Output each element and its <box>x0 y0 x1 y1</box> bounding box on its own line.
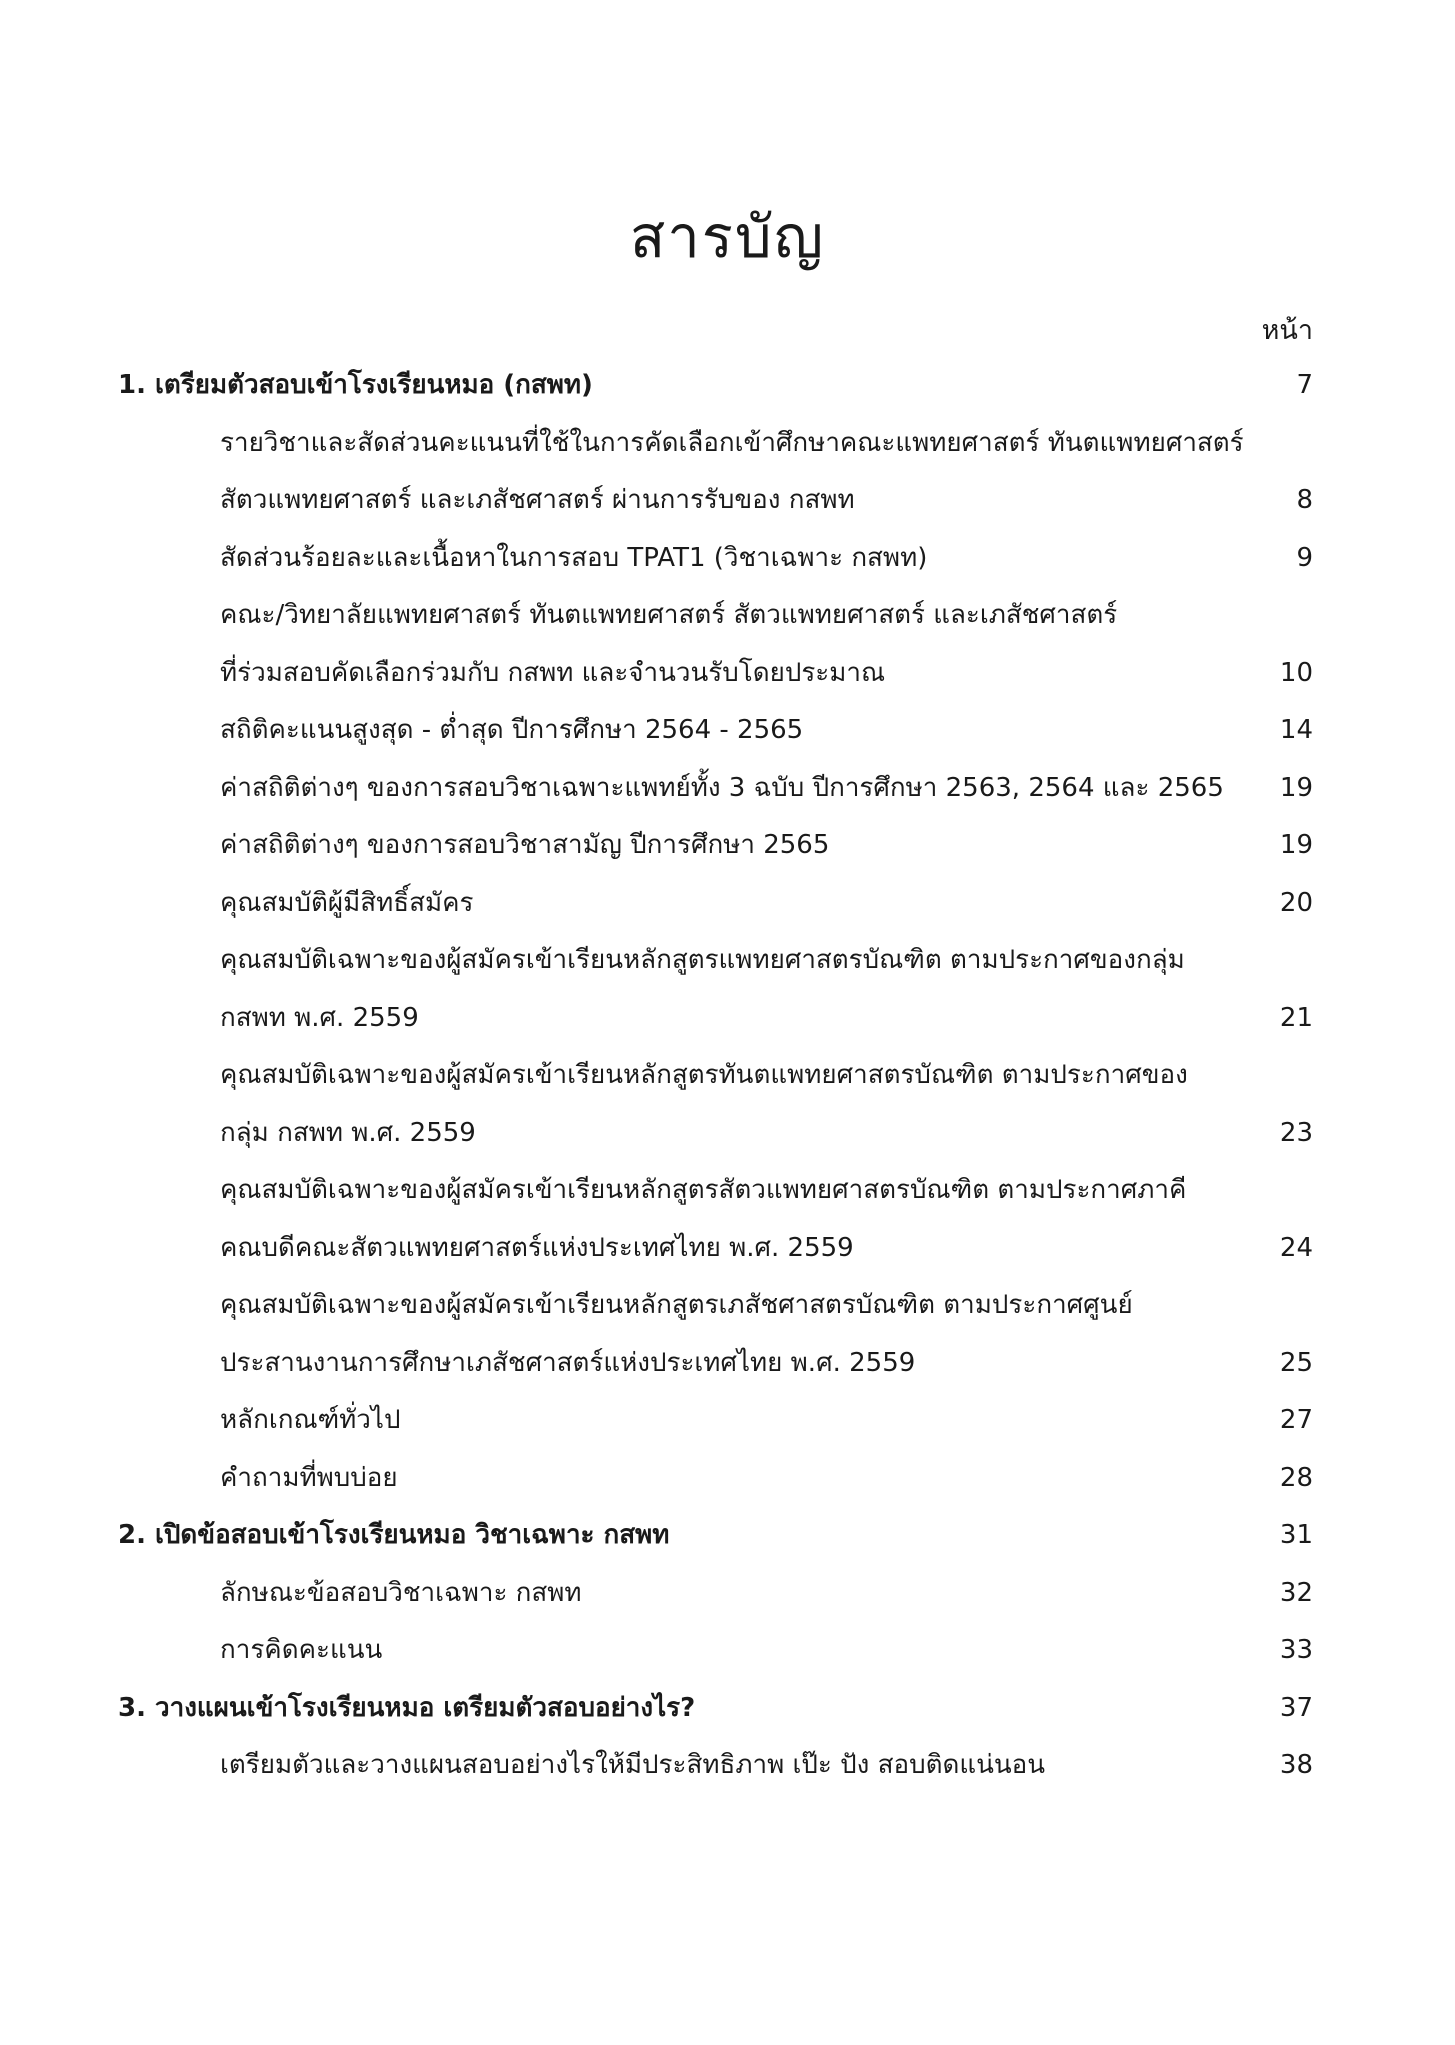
toc-section-title: คณบดีคณะสัตวแพทยศาสตร์แห่งประเทศไทย พ.ศ. 2559 <box>220 1232 854 1263</box>
toc-row <box>0 653 1455 693</box>
toc-section-title: กสพท พ.ศ. 2559 <box>220 1002 419 1033</box>
dot-leader <box>841 825 1223 865</box>
toc-row <box>0 825 1455 865</box>
toc-section-title: คุณสมบัติเฉพาะของผู้สมัครเข้าเรียนหลักสูตรเภสัชศาสตรบัณฑิต ตามประกาศศูนย์ <box>220 1290 1133 1320</box>
toc-row <box>0 480 1455 520</box>
toc-page-number: 23 <box>1279 1117 1313 1148</box>
toc-page-number: 27 <box>1279 1405 1313 1435</box>
toc-section-title: คุณสมบัติผู้มีสิทธิ์สมัคร <box>220 887 474 918</box>
toc-page-number: 25 <box>1279 1347 1313 1378</box>
toc-row <box>0 710 1455 750</box>
page-title: สารบัญ <box>629 203 826 271</box>
toc-page-number: 31 <box>1279 1520 1313 1550</box>
dot-leader <box>897 653 1223 693</box>
toc-row <box>0 1458 1455 1498</box>
toc-row <box>0 1285 1455 1325</box>
toc-row <box>0 423 1455 463</box>
toc-page-number: 21 <box>1279 1002 1313 1033</box>
toc-section-title: การคิดคะแนน <box>220 1635 383 1665</box>
toc-row <box>0 538 1455 578</box>
toc-section-title: สถิติคะแนนสูงสุด - ต่ำสุด ปีการศึกษา 2564 - 2565 <box>220 715 804 745</box>
dot-leader <box>867 480 1223 520</box>
toc-page-number: 37 <box>1279 1692 1313 1723</box>
toc-row <box>0 768 1455 808</box>
dot-leader <box>707 1688 1223 1728</box>
dot-leader <box>815 710 1223 750</box>
dot-leader <box>412 1400 1223 1440</box>
toc-row <box>0 883 1455 923</box>
toc-row <box>0 1515 1455 1555</box>
toc-chapter-title: 3. วางแผนเข้าโรงเรียนหมอ เตรียมตัวสอบอย่างไร? <box>118 1692 696 1723</box>
toc-page-number: 24 <box>1279 1232 1313 1263</box>
dot-leader <box>605 365 1223 405</box>
dot-leader <box>1057 1745 1223 1785</box>
toc-section-title: คณะ/วิทยาลัยแพทยศาสตร์ ทันตแพทยศาสตร์ สัตวแพทยศาสตร์ และเภสัชศาสตร์ <box>220 600 1118 630</box>
toc-section-title: สัตวแพทยศาสตร์ และเภสัชศาสตร์ ผ่านการรับของ กสพท <box>220 485 855 515</box>
toc-section-title: สัดส่วนร้อยละและเนื้อหาในการสอบ TPAT1 (วิชาเฉพาะ กสพท) <box>220 542 928 573</box>
page-column-label: หน้า <box>1261 315 1313 346</box>
toc-section-title: ที่ร่วมสอบคัดเลือกร่วมกับ กสพท และจำนวนรับโดยประมาณ <box>220 657 886 688</box>
toc-row <box>0 1573 1455 1613</box>
toc-row <box>0 1170 1455 1210</box>
toc-section-title: ค่าสถิติต่างๆ ของการสอบวิชาสามัญ ปีการศึกษา 2565 <box>220 830 830 860</box>
toc-section-title: กลุ่ม กสพท พ.ศ. 2559 <box>220 1117 476 1148</box>
dot-leader <box>866 1228 1223 1268</box>
dot-leader <box>681 1515 1223 1555</box>
toc-section-title: รายวิชาและสัดส่วนคะแนนที่ใช้ในการคัดเลือกเข้าศึกษาคณะแพทยศาสตร์ ทันตแพทยศาสตร์ <box>220 427 1244 458</box>
dot-leader <box>939 538 1223 578</box>
toc-section-title: คำถามที่พบบ่อย <box>220 1462 398 1493</box>
toc-chapter-title: 1. เตรียมตัวสอบเข้าโรงเรียนหมอ (กสพท) <box>118 370 593 400</box>
toc-page-number: 7 <box>1296 370 1313 400</box>
toc-row <box>0 940 1455 980</box>
dot-leader <box>410 1458 1223 1498</box>
dot-leader <box>431 998 1223 1038</box>
toc-section-title: ค่าสถิติต่างๆ ของการสอบวิชาเฉพาะแพทย์ทั้ง 3 ฉบับ ปีการศึกษา 2563, 2564 และ 2565 <box>220 772 1224 803</box>
toc-row <box>0 1630 1455 1670</box>
dot-leader <box>927 1343 1223 1383</box>
toc-page-number: 10 <box>1279 657 1313 688</box>
toc-section-title: คุณสมบัติเฉพาะของผู้สมัครเข้าเรียนหลักสูตรสัตวแพทยศาสตรบัณฑิต ตามประกาศภาคี <box>220 1175 1187 1205</box>
dot-leader <box>394 1630 1223 1670</box>
toc-section-title: คุณสมบัติเฉพาะของผู้สมัครเข้าเรียนหลักสูตรแพทยศาสตรบัณฑิต ตามประกาศของกลุ่ม <box>220 945 1185 975</box>
toc-row <box>0 1745 1455 1785</box>
toc-section-title: ลักษณะข้อสอบวิชาเฉพาะ กสพท <box>220 1577 582 1608</box>
toc-section-title: เตรียมตัวและวางแผนสอบอย่างไรให้มีประสิทธิภาพ เป๊ะ ปัง สอบติดแน่นอน <box>220 1750 1046 1780</box>
toc-row <box>0 595 1455 635</box>
toc-row <box>0 1228 1455 1268</box>
dot-leader <box>488 1113 1223 1153</box>
toc-section-title: คุณสมบัติเฉพาะของผู้สมัครเข้าเรียนหลักสูตรทันตแพทยศาสตรบัณฑิต ตามประกาศของ <box>220 1060 1188 1090</box>
toc-page-number: 20 <box>1279 887 1313 918</box>
toc-page-number: 19 <box>1279 772 1313 803</box>
toc-row <box>0 365 1455 405</box>
toc-chapter-title: 2. เปิดข้อสอบเข้าโรงเรียนหมอ วิชาเฉพาะ กสพท <box>118 1520 670 1550</box>
toc-page-number: 8 <box>1296 485 1313 515</box>
toc-row <box>0 1343 1455 1383</box>
toc-section-title: หลักเกณฑ์ทั่วไป <box>220 1405 401 1435</box>
toc-row <box>0 1688 1455 1728</box>
toc-section-title: ประสานงานการศึกษาเภสัชศาสตร์แห่งประเทศไทย พ.ศ. 2559 <box>220 1347 916 1378</box>
toc-row <box>0 998 1455 1038</box>
toc-row <box>0 1400 1455 1440</box>
toc-page-number: 28 <box>1279 1462 1313 1493</box>
toc-page-number: 32 <box>1279 1577 1313 1608</box>
dot-leader <box>594 1573 1223 1613</box>
toc-page-number: 9 <box>1296 542 1313 573</box>
toc-page-number: 38 <box>1279 1750 1313 1780</box>
toc-page-number: 19 <box>1279 830 1313 860</box>
toc-row <box>0 1055 1455 1095</box>
toc-page-number: 14 <box>1279 715 1313 745</box>
toc-page-number: 33 <box>1279 1635 1313 1665</box>
dot-leader <box>486 883 1223 923</box>
toc-row <box>0 1113 1455 1153</box>
